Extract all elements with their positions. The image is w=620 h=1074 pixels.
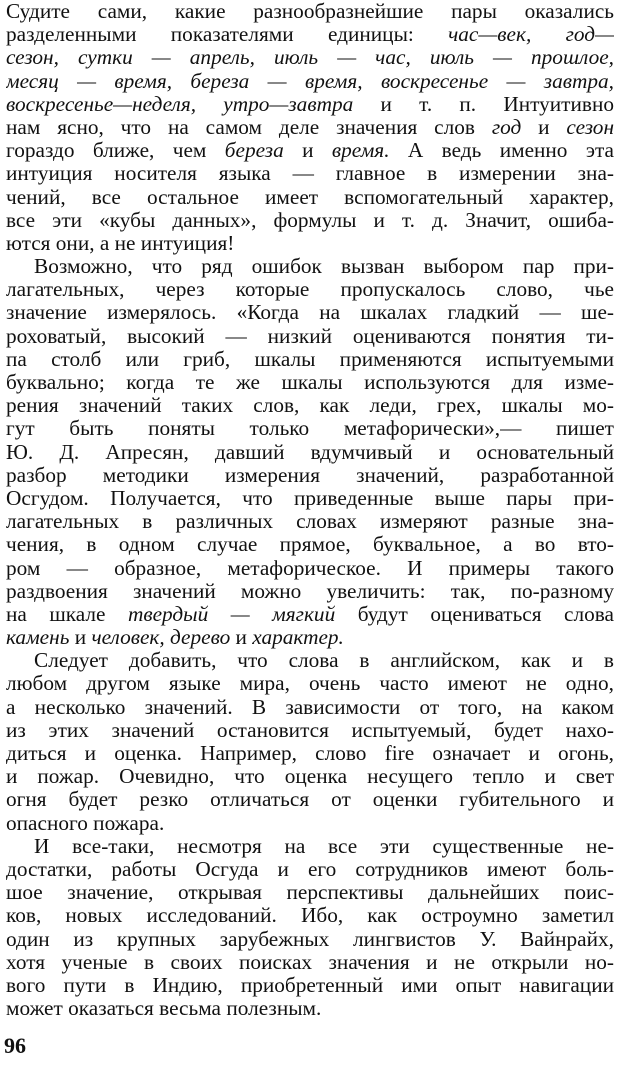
text-run: па столб или гриб, шкалы применяются испытуемыми [6, 347, 614, 371]
text-line [6, 278, 614, 301]
text-line [6, 23, 614, 46]
text-line [6, 742, 614, 765]
text-line [6, 765, 614, 788]
text-line [6, 255, 614, 278]
text-line [6, 0, 614, 23]
text-line [6, 533, 614, 556]
text-run: Осгудом. Получается, что приведенные выше пары при- [6, 486, 614, 510]
italic-text: сезон [566, 115, 614, 139]
italic-text: час—век, год— [448, 23, 614, 47]
text-run: вого пути в Индию, приобретенный ими опыт навигации [6, 973, 614, 997]
page-number: 96 [4, 1033, 26, 1058]
text-line [6, 162, 614, 185]
text-run: ются они, а не интуиция! [6, 231, 235, 255]
italic-text: человек, дерево [91, 626, 231, 650]
text-line [6, 858, 614, 881]
text-run: чений, все остальное имеет вспомогательный характер, [6, 185, 614, 209]
text-line [6, 232, 614, 255]
text-line [6, 301, 614, 324]
text-line [6, 904, 614, 927]
text-run: лагательных, через которые пропускалось слово, чье [6, 278, 614, 302]
text-run: Ю. Д. Апресян, давший вдумчивый и основательный [6, 440, 614, 464]
text-run: диться и оценка. Например, слово fire означает и огонь, [6, 742, 614, 765]
text-line [6, 417, 614, 440]
text-run: Следует добавить, что слова в английском, как и в [34, 649, 614, 673]
text-run: гут быть поняты только метафорически»,— пишет [6, 417, 614, 441]
text-run: ром — образное, метафорическое. И примеры такого [6, 556, 614, 580]
italic-text: береза [224, 139, 284, 163]
text-run: А ведь именно эта [389, 139, 614, 163]
text-run: лагательных в различных словах измеряют разные зна- [6, 510, 614, 534]
text-line [6, 70, 614, 93]
italic-text: сезон, сутки — апрель, июль — час, июль — прошлое, [6, 46, 614, 70]
text-run: интуиция носителя языка — главное в измерении зна- [6, 162, 614, 186]
text-line [6, 487, 614, 510]
text-line [6, 951, 614, 974]
text-run: разделенными показателями единицы: [6, 23, 449, 47]
text-line [6, 325, 614, 348]
text-run: все эти «кубы данных», формулы и т. д. Значит, ошиба- [6, 208, 614, 232]
text-run: шое значение, открывая перспективы дальнейших поис- [6, 881, 614, 905]
text-run: значение измерялось. «Когда на шкалах гладкий — ше- [6, 301, 614, 325]
italic-text: характер. [252, 626, 344, 650]
text-line [6, 672, 614, 695]
text-run: может оказаться весьма полезным. [6, 997, 322, 1021]
text-run: роховатый, высокий — низкий оцениваются понятия ти- [6, 324, 614, 348]
text-line [6, 441, 614, 464]
text-run: и [69, 626, 92, 650]
text-run: и пожар. Очевидно, что оценка несущего тепло и свет [6, 765, 614, 789]
text-line [6, 186, 614, 209]
text-run: и [230, 626, 253, 650]
text-line [6, 649, 614, 672]
italic-text: камень [6, 626, 70, 650]
text-run: буквально; когда те же шкалы используются для изме- [6, 371, 614, 394]
paragraph [6, 255, 614, 649]
text-run: опасного пожара. [6, 811, 165, 835]
italic-text: год [491, 115, 522, 139]
text-run: Возможно, что ряд ошибок вызван выбором пар при- [34, 255, 614, 279]
text-run: и [283, 139, 332, 163]
text-run: Судите сами, какие разнообразнейшие пары оказались [6, 0, 614, 23]
text-line [6, 928, 614, 951]
text-run: и [521, 115, 567, 139]
text-line [6, 510, 614, 533]
text-line [6, 580, 614, 603]
paragraph [6, 0, 614, 255]
text-run: ков, новых исследований. Ибо, как остроумно заметил [6, 904, 614, 928]
text-line [6, 557, 614, 580]
text-run: И все-таки, несмотря на все эти существенные не- [34, 834, 614, 858]
italic-text: воскресенье—неделя, утро—завтра [6, 92, 354, 116]
text-line [6, 881, 614, 904]
text-line [6, 139, 614, 162]
text-run: раздвоения значений можно увеличить: так, по-разному [6, 579, 614, 603]
text-line [6, 626, 614, 649]
text-line [6, 997, 614, 1020]
text-line [6, 812, 614, 835]
text-run: хотя ученые в своих поисках значения и не открыли но- [6, 950, 614, 974]
text-line [6, 719, 614, 742]
text-run: разбор методики измерения значений, разработанной [6, 463, 614, 487]
text-run: любом другом языке мира, очень часто имеют не одно, [6, 672, 614, 696]
text-run: и т. п. Интуитивно [353, 92, 614, 116]
text-line [6, 209, 614, 232]
text-run: будут оцениваться слова [335, 602, 614, 626]
paragraph [6, 835, 614, 1021]
text-run: один из крупных зарубежных лингвистов У. Вайнрайх, [6, 927, 614, 951]
text-line [6, 835, 614, 858]
text-run: достатки, работы Осгуда и его сотрудников имеют боль- [6, 857, 614, 881]
text-run: из этих значений остановится испытуемый, будет нахо- [6, 718, 614, 742]
text-line [6, 696, 614, 719]
text-run: на шкале [6, 602, 128, 626]
text-line [6, 116, 614, 139]
text-run: рения значений таких слов, как леди, грех, шкалы мо- [6, 394, 614, 418]
text-line [6, 93, 614, 116]
italic-text: твердый — мягкий [127, 602, 336, 626]
text-run: нам ясно, что на самом деле значения слов [6, 115, 492, 139]
text-line [6, 788, 614, 811]
text-line [6, 603, 614, 626]
text-run: огня будет резко отличаться от оценки губительного и [6, 788, 614, 812]
text-run: чения, в одном случае прямое, буквальное, а во вто- [6, 533, 614, 557]
paragraph [6, 649, 614, 835]
text-line [6, 464, 614, 487]
text-line [6, 348, 614, 371]
italic-text: время. [331, 139, 390, 163]
text-line [6, 371, 614, 394]
text-body [6, 0, 614, 1020]
text-line [6, 46, 614, 69]
italic-text: месяц — время, береза — время, воскресенье — завтра, [6, 69, 614, 93]
text-line [6, 974, 614, 997]
text-line [6, 394, 614, 417]
text-run: а несколько значений. В зависимости от того, на каком [6, 695, 614, 719]
text-run: гораздо ближе, чем [6, 139, 225, 163]
